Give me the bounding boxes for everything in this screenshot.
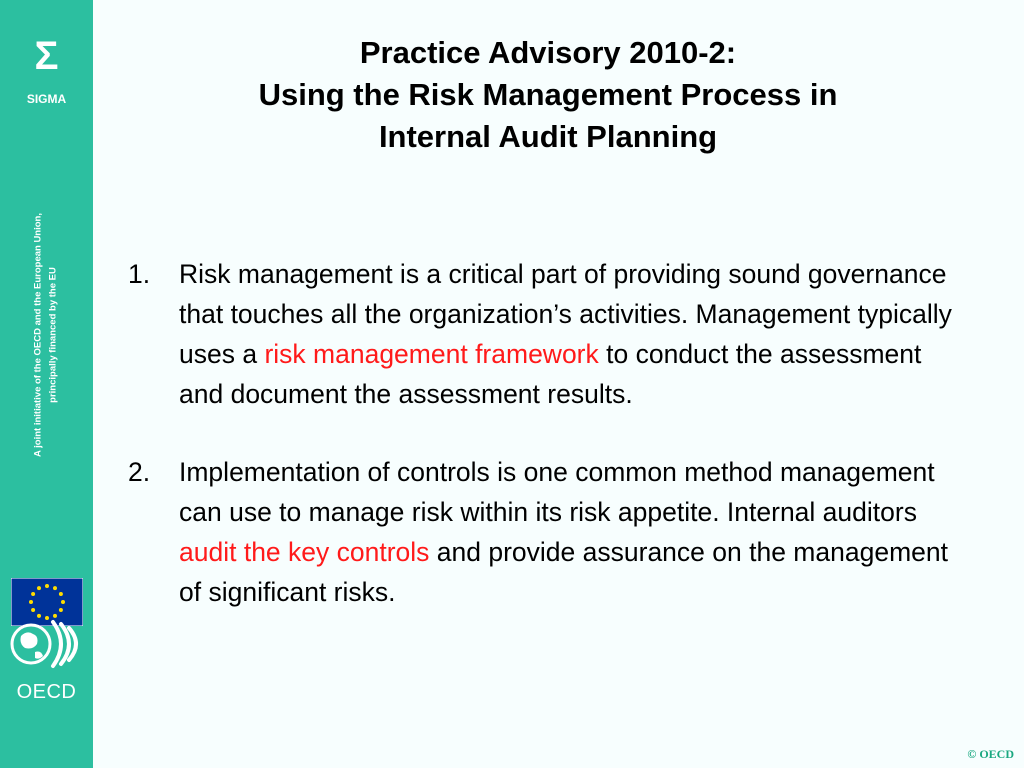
advisory-points-list (122, 254, 972, 650)
copyright-label: © OECD (967, 747, 1014, 761)
list-item-1 (122, 254, 972, 414)
highlight-audit-key-controls: audit the key controls (179, 537, 430, 567)
oecd-label: OECD (16, 681, 77, 703)
list-item-text: Implementation of controls is one common method management can use to manage risk within its risk appetite. Internal auditors (179, 457, 935, 527)
list-item-text: Risk management is a critical part of providing sound governance that touches all the organization’s activities. Management typically uses a (179, 259, 952, 369)
initiative-note-line2: principally financed by the EU (47, 267, 58, 403)
title-line-3: Internal Audit Planning (378, 119, 718, 154)
title-line-2: Using the Risk Management Process in (258, 77, 838, 112)
initiative-note (31, 185, 60, 485)
title-line-1: Practice Advisory 2010-2: (359, 35, 737, 70)
list-item-number: 2. (128, 457, 151, 487)
list-item-text-end: to conduct the assessment and document the assessment results. (179, 339, 922, 409)
oecd-globe-icon (9, 614, 85, 680)
list-item-number: 1. (128, 259, 151, 289)
sidebar (0, 0, 93, 768)
list-item-2 (122, 452, 972, 612)
highlight-risk-management-framework: risk management framework (264, 339, 599, 369)
sigma-logo-icon: Σ (34, 34, 59, 78)
slide-title (130, 32, 966, 158)
list-item-text-end: and provide assurance on the management of significant risks. (179, 537, 948, 607)
sigma-label: SIGMA (26, 92, 67, 106)
initiative-note-line1: A joint initiative of the OECD and the European Union, (32, 213, 44, 458)
